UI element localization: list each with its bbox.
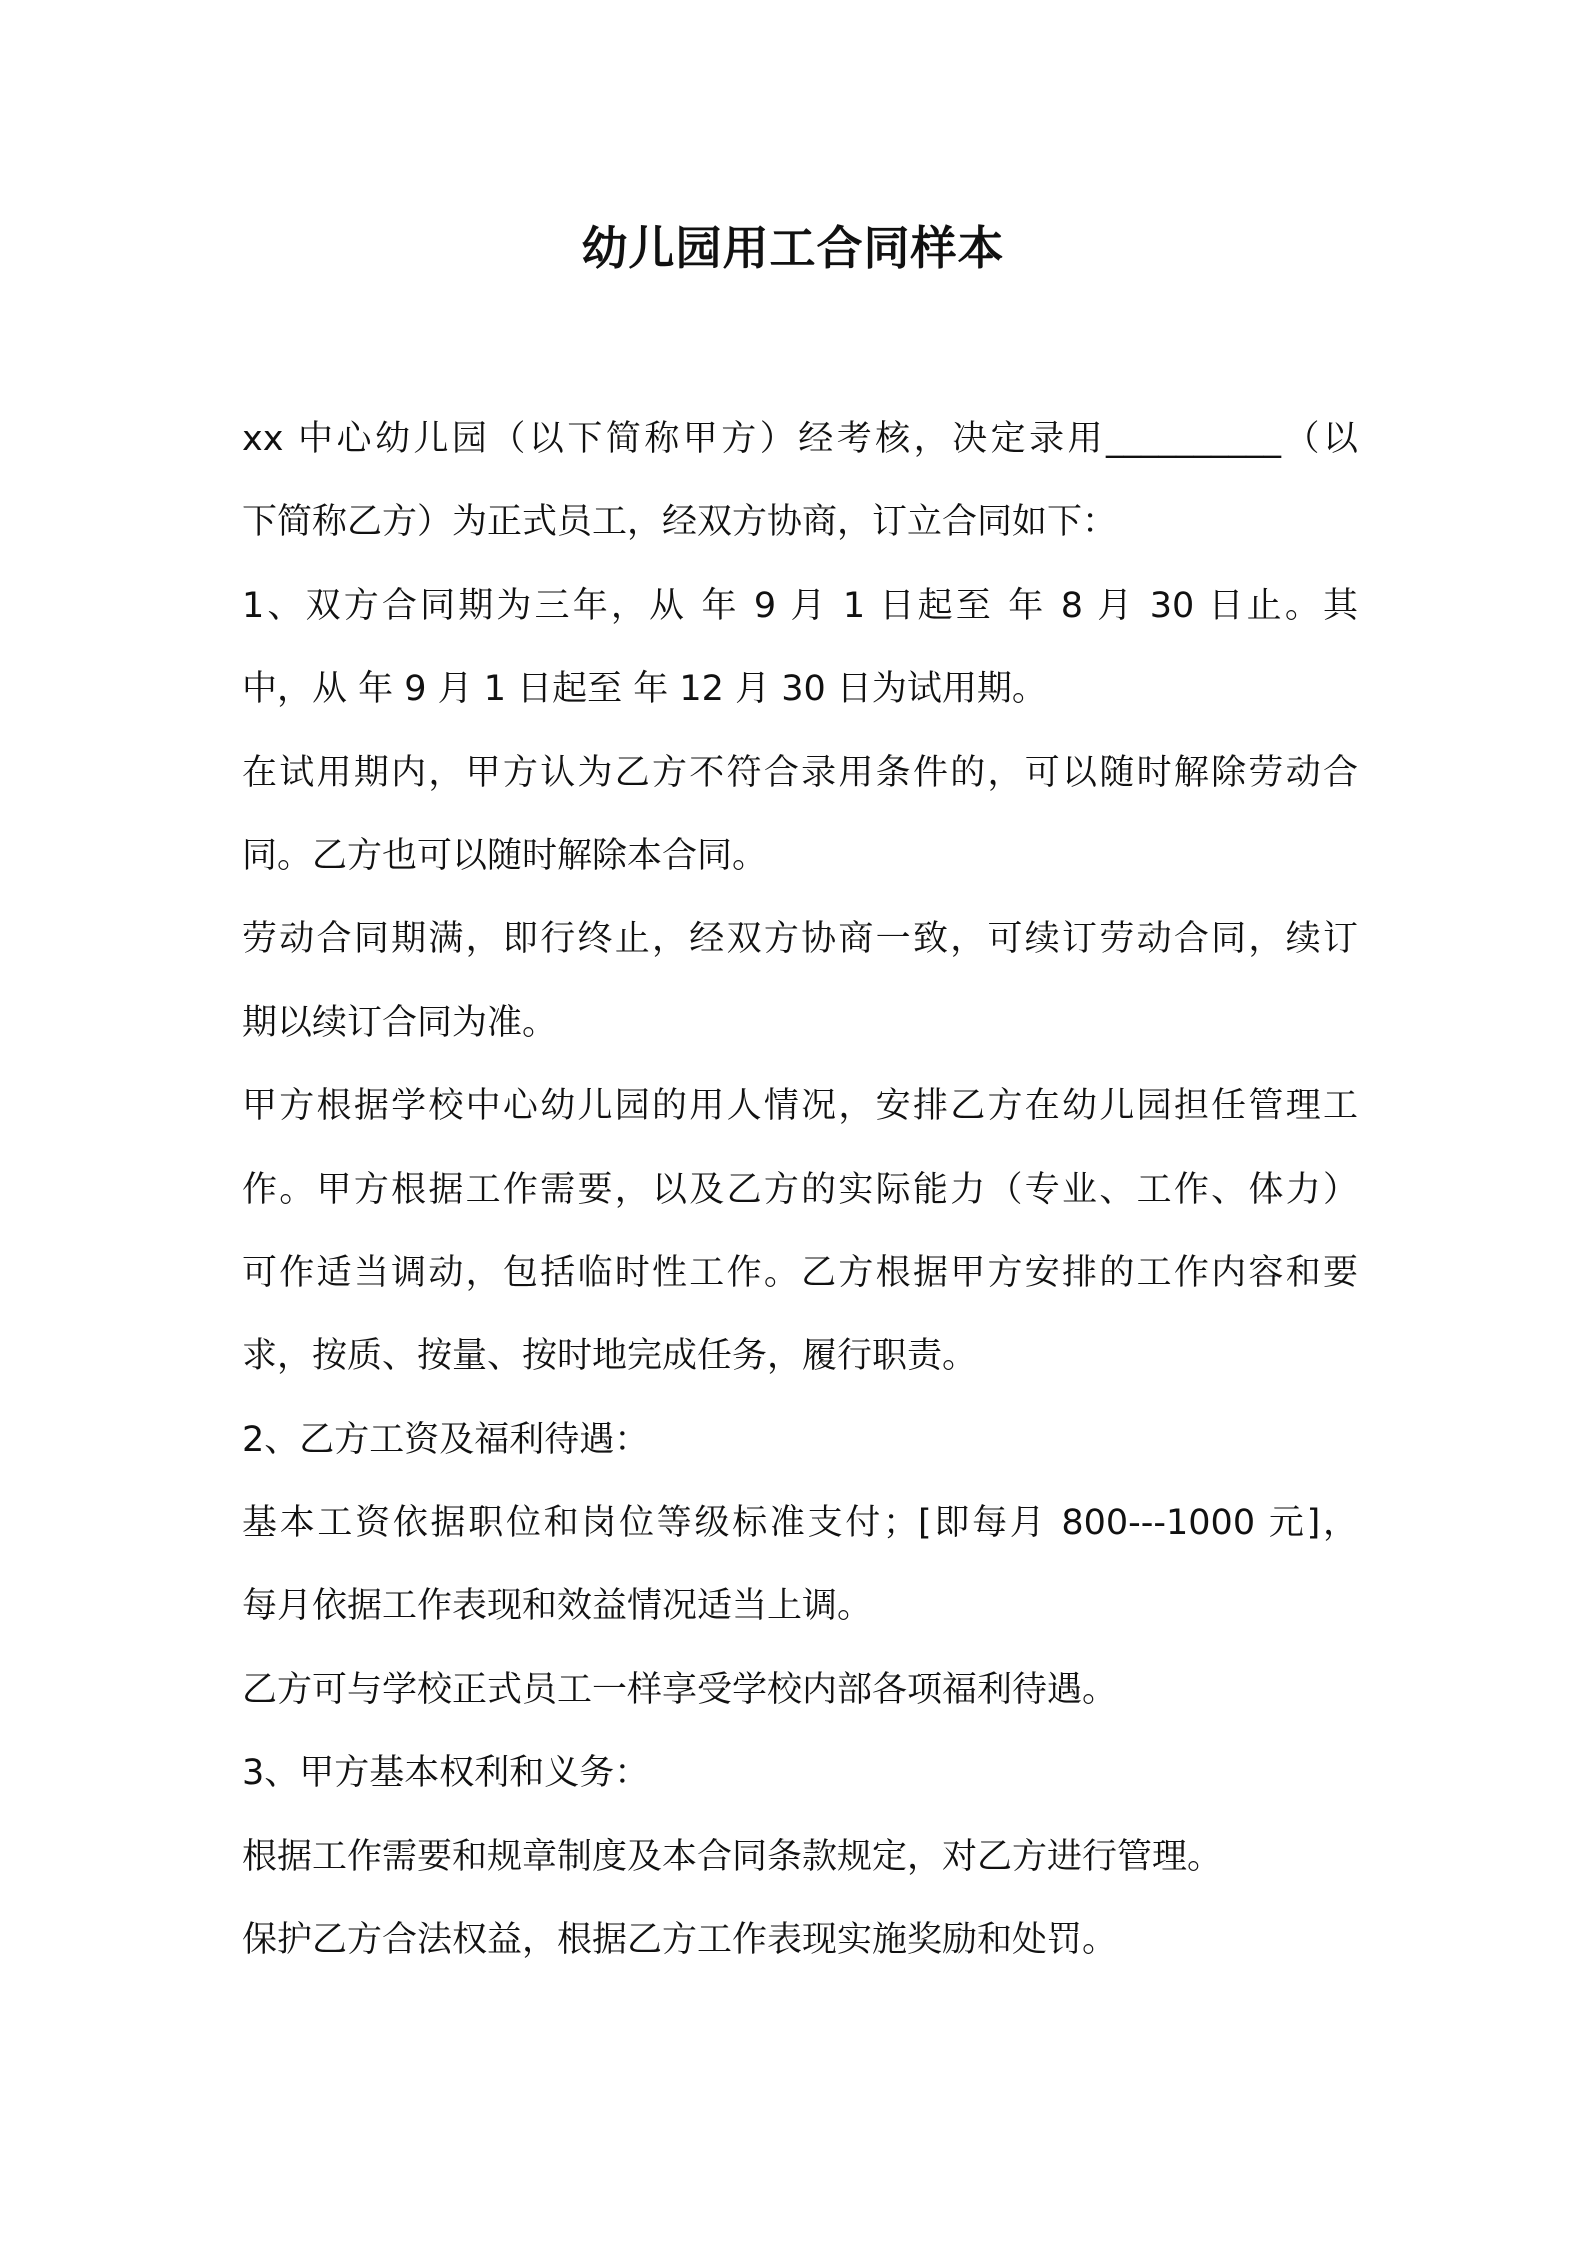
paragraph (242, 565, 1358, 732)
text-line: 甲方根据学校中心幼儿园的用人情况，安排乙方在幼儿园担任管理工 (242, 1086, 1358, 1127)
text-line: xx 中心幼儿园（以下简称甲方）经考核，决定录用__________（以 (242, 419, 1358, 459)
paragraph (242, 1399, 1358, 1482)
text-line: 2、乙方工资及福利待遇： (242, 1419, 650, 1460)
text-line: 乙方可与学校正式员工一样享受学校内部各项福利待遇。 (242, 1669, 1118, 1710)
paragraph (242, 1899, 1358, 1982)
text-line: 1、双方合同期为三年，从 年 9 月 1 日起至 年 8 月 30 日止。其 (242, 585, 1358, 626)
text-line: 劳动合同期满，即行终止，经双方协商一致，可续订劳动合同，续订 (242, 919, 1358, 960)
document-body (242, 398, 1358, 1982)
paragraph (242, 898, 1358, 1065)
text-line: 同。乙方也可以随时解除本合同。 (242, 835, 768, 876)
text-line: 保护乙方合法权益，根据乙方工作表现实施奖励和处罚。 (242, 1920, 1118, 1961)
paragraph (242, 1816, 1358, 1899)
text-line: 每月依据工作表现和效益情况适当上调。 (242, 1586, 873, 1627)
text-line: 下简称乙方）为正式员工，经双方协商，订立合同如下： (242, 502, 1118, 543)
text-line: 作。甲方根据工作需要，以及乙方的实际能力（专业、工作、体力） (242, 1169, 1358, 1210)
text-line: 根据工作需要和规章制度及本合同条款规定，对乙方进行管理。 (242, 1836, 1223, 1877)
text-line: 期以续订合同为准。 (242, 1002, 558, 1043)
paragraph (242, 1482, 1358, 1649)
text-line: 求，按质、按量、按时地完成任务，履行职责。 (242, 1336, 978, 1377)
text-line: 在试用期内，甲方认为乙方不符合录用条件的，可以随时解除劳动合 (242, 752, 1358, 793)
text-line: 可作适当调动，包括临时性工作。乙方根据甲方安排的工作内容和要 (242, 1252, 1358, 1293)
paragraph (242, 398, 1358, 565)
paragraph (242, 732, 1358, 899)
document-title: 幼儿园用工合同样本 (581, 221, 1005, 275)
text-line: 基本工资依据职位和岗位等级标准支付；[即每月 800---1000 元]， (242, 1503, 1358, 1544)
paragraph (242, 1732, 1358, 1815)
paragraph (242, 1065, 1358, 1399)
text-line: 中，从 年 9 月 1 日起至 年 12 月 30 日为试用期。 (242, 669, 1047, 710)
paragraph (242, 1649, 1358, 1732)
text-line: 3、甲方基本权利和义务： (242, 1753, 650, 1794)
